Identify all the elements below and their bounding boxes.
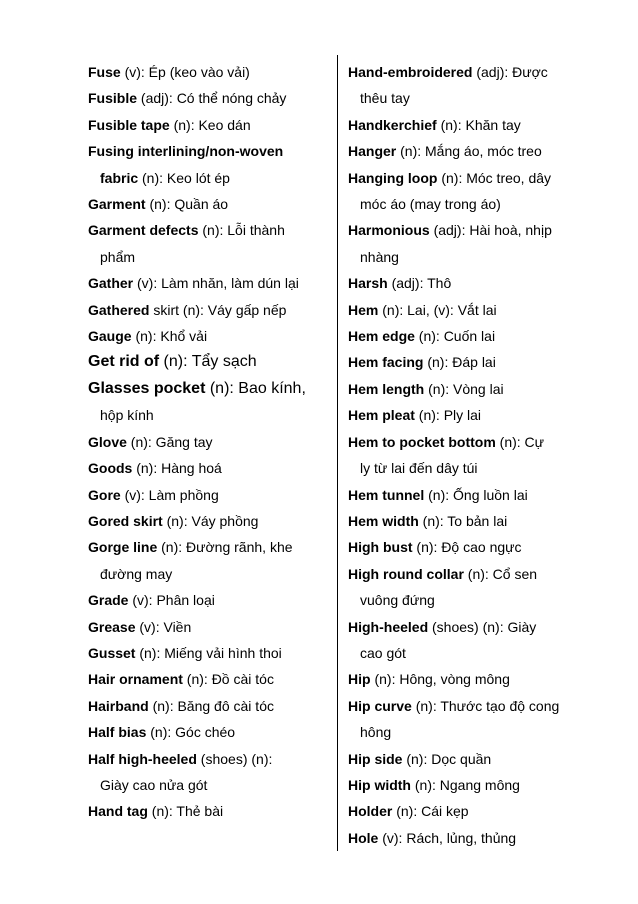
- entry-definition: (n): Ống luồn lai: [424, 486, 528, 503]
- entry-definition: (adj): Có thể nóng chảy: [137, 90, 287, 107]
- entry-term: Gauge: [88, 328, 132, 345]
- entry-definition: (n): Vòng lai: [424, 380, 504, 397]
- entry-definition: (adj): Hài hoà, nhịp: [429, 222, 552, 239]
- entry-definition: đường may: [100, 565, 173, 582]
- glossary-entry-continuation: [348, 587, 598, 613]
- entry-term: Fuse: [88, 64, 121, 80]
- entry-definition: (n): To bản lai: [418, 512, 508, 529]
- glossary-entry: [88, 693, 338, 719]
- glossary-entry: [88, 508, 338, 534]
- entry-definition: (n): Góc chéo: [146, 724, 236, 741]
- entry-term: Hole: [348, 829, 379, 846]
- entry-definition: (n): Móc treo, dây: [437, 169, 552, 186]
- entry-definition: (n): Keo lót ép: [138, 169, 230, 186]
- glossary-entry: [88, 587, 338, 613]
- glossary-entry-continuation: [88, 561, 338, 587]
- glossary-entry: [348, 429, 598, 455]
- entry-term: Hanger: [348, 143, 397, 160]
- entry-definition: (shoes) (n): Giày: [428, 618, 537, 635]
- column-divider: [337, 55, 338, 851]
- entry-definition: (n): Keo dán: [169, 116, 251, 133]
- entry-definition: (adj): Được: [472, 64, 548, 80]
- entry-term: Gather: [88, 275, 134, 292]
- entry-term: Fusible tape: [88, 116, 170, 133]
- entry-definition: skirt (n): Váy gấp nếp: [149, 301, 287, 318]
- glossary-entry: [348, 402, 598, 428]
- entry-term: Harmonious: [348, 222, 430, 239]
- entry-definition: (n): Mắng áo, móc treo: [396, 143, 542, 160]
- entry-term: Hem length: [348, 380, 425, 397]
- entry-definition: (n): Đồ cài tóc: [182, 671, 274, 688]
- glossary-entry: [88, 376, 338, 402]
- entry-term: Half bias: [88, 724, 147, 741]
- entry-definition: (n): Đường rãnh, khe: [157, 539, 293, 556]
- glossary-entry: [348, 534, 598, 560]
- glossary-entry: [348, 165, 598, 191]
- entry-definition: (n): Hông, vòng mông: [370, 671, 510, 688]
- entry-definition: (n): Dọc quần: [402, 750, 492, 767]
- entry-term: Hem edge: [348, 328, 415, 345]
- entry-term: Hand tag: [88, 803, 148, 820]
- entry-definition: (n): Độ cao ngực: [412, 539, 522, 556]
- entry-term: Hip width: [348, 776, 411, 793]
- entry-term: Gorge line: [88, 539, 158, 556]
- entry-definition: nhàng: [360, 248, 399, 265]
- entry-term: Glasses pocket: [88, 379, 206, 397]
- entry-term: Handkerchief: [348, 116, 437, 133]
- entry-definition: (n): Tẩy sạch: [159, 353, 257, 371]
- entry-definition: (v): Phân loại: [128, 592, 215, 609]
- glossary-entry-continuation: [348, 191, 598, 217]
- entry-term: Hip side: [348, 750, 403, 767]
- glossary-entry-continuation: [88, 165, 338, 191]
- entry-definition: phẩm: [100, 248, 136, 265]
- entry-definition: móc áo (may trong áo): [360, 196, 501, 213]
- glossary-entry: [88, 666, 338, 692]
- entry-term: Fusing interlining/non-woven: [88, 143, 284, 160]
- right-column: [348, 59, 598, 851]
- entry-definition: (n): Khổ vải: [131, 328, 208, 345]
- entry-term: Goods: [88, 460, 133, 477]
- entry-definition: (v): Làm nhăn, làm dún lại: [133, 275, 299, 292]
- entry-term: Gusset: [88, 644, 136, 661]
- entry-term: High bust: [348, 539, 413, 556]
- entry-definition: (n): Băng đô cài tóc: [148, 697, 274, 714]
- entry-term: Hanging loop: [348, 169, 438, 186]
- entry-definition: hông: [360, 724, 392, 741]
- entry-definition: (v): Ép (keo vào vải): [120, 64, 250, 80]
- glossary-entry: [348, 561, 598, 587]
- entry-definition: (n): Ply lai: [414, 407, 482, 424]
- entry-term: Hairband: [88, 697, 149, 714]
- glossary-entry: [348, 297, 598, 323]
- glossary-entry: [348, 349, 598, 375]
- glossary-entry: [88, 297, 338, 323]
- entry-term: High-heeled: [348, 618, 429, 635]
- entry-definition: (n): Bao kính,: [205, 379, 306, 397]
- glossary-entry: [348, 693, 598, 719]
- glossary-entry: [88, 746, 338, 772]
- entry-term: Hem width: [348, 512, 419, 529]
- entry-definition: thêu tay: [360, 90, 410, 107]
- entry-definition: (n): Ngang mông: [411, 776, 520, 793]
- entry-definition: ly từ lai đến dây túi: [360, 460, 478, 477]
- glossary-entry: [88, 112, 338, 138]
- glossary-entry-continuation: [348, 719, 598, 745]
- glossary-entry: [88, 482, 338, 508]
- entry-term: Garment: [88, 196, 146, 213]
- glossary-entry: [348, 746, 598, 772]
- glossary-entry-continuation: [348, 244, 598, 270]
- entry-definition: (n): Váy phồng: [162, 512, 259, 529]
- glossary-entry: [88, 85, 338, 111]
- glossary-entry: [88, 429, 338, 455]
- glossary-entry: [88, 640, 338, 666]
- glossary-entry-continuation: [88, 402, 338, 428]
- entry-definition: (n): Cự: [495, 433, 545, 450]
- entry-definition: (n): Thước tạo độ cong: [411, 697, 560, 714]
- entry-term: Hip curve: [348, 697, 412, 714]
- entry-definition: (n): Hàng hoá: [132, 460, 222, 477]
- entry-term: Hip: [348, 671, 371, 688]
- entry-term: Half high-heeled: [88, 750, 197, 767]
- entry-term: Gored skirt: [88, 512, 163, 529]
- glossary-entry: [348, 59, 598, 85]
- entry-definition: hộp kính: [100, 407, 154, 424]
- entry-definition: (n): Quần áo: [145, 196, 229, 213]
- entry-definition: (n): Thẻ bài: [147, 803, 224, 820]
- entry-term: High round collar: [348, 565, 464, 582]
- entry-definition: (n): Cái kẹp: [392, 803, 469, 820]
- glossary-entry: [348, 112, 598, 138]
- glossary-entry: [88, 455, 338, 481]
- entry-definition: vuông đứng: [360, 592, 435, 609]
- entry-term: Hem facing: [348, 354, 424, 371]
- entry-definition: (n): Đáp lai: [423, 354, 496, 371]
- entry-term: Grease: [88, 618, 136, 635]
- entry-definition: (v): Viền: [135, 618, 192, 635]
- glossary-entry: [88, 138, 338, 164]
- glossary-entry: [88, 191, 338, 217]
- entry-term: fabric: [100, 169, 139, 186]
- glossary-entry: [348, 508, 598, 534]
- entry-term: Harsh: [348, 275, 388, 292]
- glossary-entry: [88, 534, 338, 560]
- entry-term: Hem tunnel: [348, 486, 425, 503]
- entry-term: Hand-embroidered: [348, 64, 473, 80]
- glossary-entry: [348, 614, 598, 640]
- entry-term: Hem pleat: [348, 407, 415, 424]
- entry-definition: Giày cao nửa gót: [100, 776, 208, 793]
- glossary-entry: [348, 825, 598, 851]
- entry-term: Holder: [348, 803, 393, 820]
- entry-definition: (n): Cổ sen: [463, 565, 538, 582]
- glossary-entry-continuation: [88, 244, 338, 270]
- entry-term: Glove: [88, 433, 127, 450]
- glossary-entry: [348, 138, 598, 164]
- entry-definition: (adj): Thô: [387, 275, 452, 292]
- glossary-entry: [348, 217, 598, 243]
- glossary-entry-continuation: [88, 772, 338, 798]
- glossary-entry: [348, 798, 598, 824]
- glossary-entry: [88, 59, 338, 85]
- glossary-entry: [88, 798, 338, 824]
- entry-definition: (n): Găng tay: [126, 433, 213, 450]
- entry-term: Get rid of: [88, 353, 160, 371]
- entry-term: Grade: [88, 592, 129, 609]
- glossary-entry: [348, 482, 598, 508]
- glossary-entry: [348, 772, 598, 798]
- entry-term: Gathered: [88, 301, 150, 318]
- glossary-entry-continuation: [348, 640, 598, 666]
- entry-definition: (v): Rách, lủng, thủng: [378, 829, 517, 846]
- glossary-entry: [88, 323, 338, 349]
- entry-definition: (shoes) (n):: [196, 750, 273, 767]
- glossary-entry: [348, 666, 598, 692]
- entry-term: Garment defects: [88, 222, 199, 239]
- entry-definition: (n): Miếng vải hình thoi: [135, 644, 282, 661]
- glossary-entry: [88, 217, 338, 243]
- entry-definition: cao gót: [360, 644, 406, 661]
- glossary-entry: [88, 614, 338, 640]
- entry-definition: (n): Lai, (v): Vắt lai: [378, 301, 497, 318]
- glossary-entry: [348, 270, 598, 296]
- left-column: [88, 59, 338, 825]
- entry-definition: (n): Khăn tay: [436, 116, 521, 133]
- entry-definition: (v): Làm phồng: [120, 486, 219, 503]
- entry-term: Gore: [88, 486, 121, 503]
- glossary-entry-continuation: [348, 85, 598, 111]
- glossary-entry: [348, 323, 598, 349]
- entry-term: Hem to pocket bottom: [348, 433, 496, 450]
- glossary-entry-continuation: [348, 455, 598, 481]
- entry-term: Hair ornament: [88, 671, 183, 688]
- glossary-entry: [88, 349, 338, 375]
- entry-term: Hem: [348, 301, 379, 318]
- glossary-entry: [348, 376, 598, 402]
- entry-definition: (n): Cuốn lai: [414, 328, 496, 345]
- entry-definition: (n): Lỗi thành: [198, 222, 285, 239]
- glossary-entry: [88, 270, 338, 296]
- glossary-entry: [88, 719, 338, 745]
- entry-term: Fusible: [88, 90, 138, 107]
